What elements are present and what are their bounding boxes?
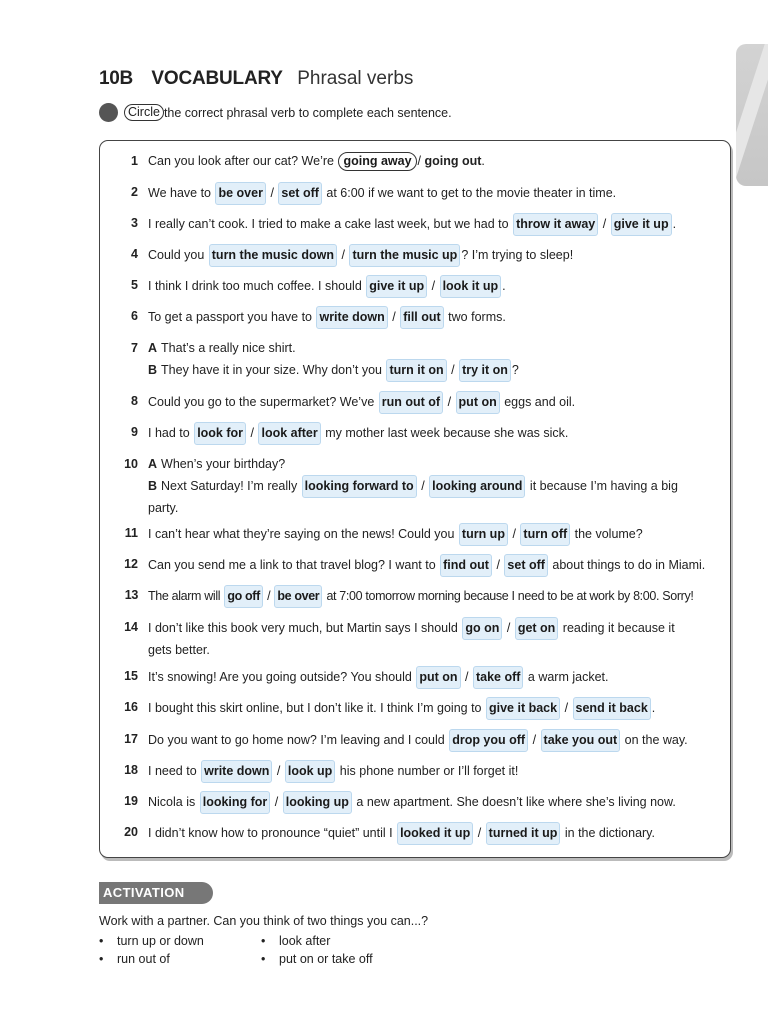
option-2[interactable]: turn the music up — [349, 244, 460, 267]
option-2[interactable]: get on — [515, 617, 559, 640]
separator: / — [447, 395, 452, 409]
option-2[interactable]: turned it up — [486, 822, 561, 845]
activation-item-text: run out of — [117, 952, 170, 966]
bullet-icon: • — [261, 952, 266, 966]
item-number: 4 — [131, 247, 138, 261]
activation-list — [99, 932, 461, 968]
sentence-start: I can’t hear what they’re saying on the news! Could you — [148, 527, 458, 541]
option-2[interactable]: try it on — [459, 359, 511, 382]
option-1[interactable]: going away — [338, 152, 416, 171]
section-title: VOCABULARY — [151, 68, 283, 89]
separator: / — [417, 154, 422, 168]
item-number: 9 — [131, 425, 138, 439]
sentence-end: in the dictionary. — [561, 826, 655, 840]
option-1[interactable]: turn the music down — [209, 244, 337, 267]
option-1[interactable]: looking for — [200, 791, 271, 814]
sentence-start: I need to — [148, 764, 201, 778]
separator: / — [267, 589, 271, 603]
activation-item — [261, 950, 461, 968]
item-number: 18 — [124, 763, 138, 777]
sentence-start: I think I drink too much coffee. I should — [148, 279, 366, 293]
page-subtitle: Phrasal verbs — [297, 68, 414, 89]
sentence-end: his phone number or I’ll forget it! — [336, 764, 519, 778]
bullet-icon: • — [261, 934, 266, 948]
item-number: 8 — [131, 394, 138, 408]
sentence-end: . — [672, 217, 677, 231]
option-1[interactable]: write down — [316, 306, 387, 329]
sentence-end: reading it because it gets better. — [148, 621, 675, 657]
sentence-start: Can you look after our cat? We’re — [148, 154, 338, 168]
instruction-bullet-icon — [99, 103, 118, 122]
sentence-end: at 7:00 tomorrow morning because I need to be at work by 8:00. Sorry! — [323, 589, 694, 603]
circle-word: Circle — [124, 104, 164, 121]
item-number: 10 — [124, 457, 138, 471]
instruction — [99, 103, 452, 122]
item-number: 19 — [124, 794, 138, 808]
activation-item-text: put on or take off — [279, 952, 373, 966]
option-2[interactable]: looking up — [283, 791, 352, 814]
item-number: 5 — [131, 278, 138, 292]
item-number: 14 — [124, 620, 138, 634]
sentence-start: Do you want to go home now? I’m leaving and I could — [148, 733, 449, 747]
activation-label: ACTIVATION — [99, 882, 213, 904]
separator: / — [532, 733, 537, 747]
separator: / — [564, 701, 569, 715]
option-2[interactable]: look it up — [440, 275, 502, 298]
bullet-icon: • — [99, 934, 104, 948]
separator: / — [250, 426, 254, 440]
option-1[interactable]: look for — [194, 422, 246, 445]
option-1[interactable]: looked it up — [397, 822, 473, 845]
item-number: 11 — [124, 526, 138, 540]
speaker-a: A — [148, 457, 158, 471]
sentence-end: it because I’m having a big party. — [148, 479, 678, 515]
option-1[interactable]: give it up — [366, 275, 427, 298]
sentence-end: a warm jacket. — [524, 670, 609, 684]
option-2[interactable]: send it back — [573, 697, 651, 720]
option-1[interactable]: find out — [440, 554, 492, 577]
activation-prompt: Work with a partner. Can you think of two things you can...? — [99, 914, 429, 928]
item-number: 12 — [124, 557, 138, 571]
speaker-b: B — [148, 479, 158, 493]
speaker-b: B — [148, 363, 158, 377]
separator: / — [276, 764, 281, 778]
option-2[interactable]: set off — [504, 554, 548, 577]
item-number: 1 — [131, 154, 138, 168]
page-edge-tab — [736, 44, 768, 186]
option-1[interactable]: looking forward to — [302, 475, 417, 498]
separator: / — [431, 279, 436, 293]
item-number: 16 — [124, 700, 138, 714]
sentence-end: . — [651, 701, 656, 715]
option-1[interactable]: drop you off — [449, 729, 528, 752]
activation-item — [99, 932, 261, 950]
activation-item-text: look after — [279, 934, 331, 948]
sentence-end: ? — [511, 363, 519, 377]
dialogue-line-a: When’s your birthday? — [161, 457, 286, 471]
sentence-end: . — [502, 279, 506, 293]
speaker-a: A — [148, 341, 158, 355]
separator: / — [465, 670, 469, 684]
item-number: 20 — [124, 825, 138, 839]
unit-number: 10B — [99, 68, 133, 89]
separator: / — [270, 186, 274, 200]
option-2[interactable]: going out — [424, 154, 482, 168]
sentence-start: I had to — [148, 426, 194, 440]
item-number: 17 — [124, 732, 138, 746]
sentence-end: ? I’m trying to sleep! — [461, 248, 574, 262]
option-1[interactable]: go off — [224, 585, 263, 608]
separator: / — [392, 310, 396, 324]
separator: / — [506, 621, 511, 635]
sentence-start: Nicola is — [148, 795, 199, 809]
option-1[interactable]: be over — [215, 182, 265, 205]
separator: / — [496, 558, 500, 572]
option-2[interactable]: take off — [473, 666, 523, 689]
sentence-start: Could you — [148, 248, 208, 262]
sentence-start: To get a passport you have to — [148, 310, 316, 324]
sentence-start: I really can’t cook. I tried to make a cake last week, but we had to — [148, 217, 513, 231]
item-number: 6 — [131, 309, 138, 323]
item-number: 15 — [124, 669, 138, 683]
separator: / — [451, 363, 455, 377]
sentence-start: Could you go to the supermarket? We’ve — [148, 395, 378, 409]
option-2[interactable]: looking around — [429, 475, 525, 498]
sentence-end: about things to do in Miami. — [548, 558, 706, 572]
sentence-start: It’s snowing! Are you going outside? You should — [148, 670, 416, 684]
option-1[interactable]: go on — [462, 617, 502, 640]
activation-item — [99, 950, 261, 968]
instruction-text: the correct phrasal verb to complete each sentence. — [163, 105, 452, 120]
sentence-end: at 6:00 if we want to get to the movie theater in time. — [322, 186, 617, 200]
option-1[interactable]: write down — [201, 760, 272, 783]
exercise-box — [99, 140, 731, 858]
sentence-start: The alarm will — [148, 589, 224, 603]
sentence-end: the volume? — [571, 527, 643, 541]
option-1[interactable]: turn it on — [386, 359, 446, 382]
option-2[interactable]: look up — [285, 760, 335, 783]
item-number: 3 — [131, 216, 138, 230]
page-header — [99, 68, 413, 90]
sentence-start: I don’t like this book very much, but Martin says I should — [148, 621, 462, 635]
sentence-start: Next Saturday! I’m really — [161, 479, 301, 493]
sentence-end: . — [481, 154, 485, 168]
separator: / — [421, 479, 425, 493]
option-1[interactable]: run out of — [379, 391, 443, 414]
separator: / — [341, 248, 345, 262]
sentence-start: We have to — [148, 186, 215, 200]
option-1[interactable]: give it back — [486, 697, 560, 720]
sentence-end: two forms. — [444, 310, 506, 324]
sentence-end: eggs and oil. — [500, 395, 576, 409]
option-2[interactable]: give it up — [611, 213, 672, 236]
sentence-end: on the way. — [621, 733, 688, 747]
separator: / — [274, 795, 279, 809]
sentence-start: I bought this skirt online, but I don’t like it. I think I’m going to — [148, 701, 485, 715]
option-1[interactable]: throw it away — [513, 213, 598, 236]
item-number: 13 — [124, 588, 138, 602]
option-2[interactable]: take you out — [541, 729, 621, 752]
activation-item — [261, 932, 461, 950]
option-2[interactable]: fill out — [400, 306, 444, 329]
sentence-end: a new apartment. She doesn’t like where she’s living now. — [352, 795, 676, 809]
option-2[interactable]: put on — [456, 391, 500, 414]
dialogue-line-a: That’s a really nice shirt. — [161, 341, 296, 355]
item-number: 2 — [131, 185, 138, 199]
separator: / — [602, 217, 607, 231]
separator: / — [477, 826, 482, 840]
sentence-start: Can you send me a link to that travel blog? I want to — [148, 558, 440, 572]
sentence-start: They have it in your size. Why don’t you — [161, 363, 386, 377]
option-2[interactable]: look after — [258, 422, 320, 445]
option-2[interactable]: set off — [278, 182, 322, 205]
activation-item-text: turn up or down — [117, 934, 204, 948]
sentence-end: my mother last week because she was sick. — [321, 426, 569, 440]
bullet-icon: • — [99, 952, 104, 966]
option-2[interactable]: be over — [274, 585, 322, 608]
separator: / — [512, 527, 516, 541]
option-1[interactable]: put on — [416, 666, 460, 689]
option-2[interactable]: turn off — [520, 523, 570, 546]
sentence-start: I didn’t know how to pronounce “quiet” until I — [148, 826, 397, 840]
option-1[interactable]: turn up — [459, 523, 508, 546]
item-number: 7 — [131, 341, 138, 355]
